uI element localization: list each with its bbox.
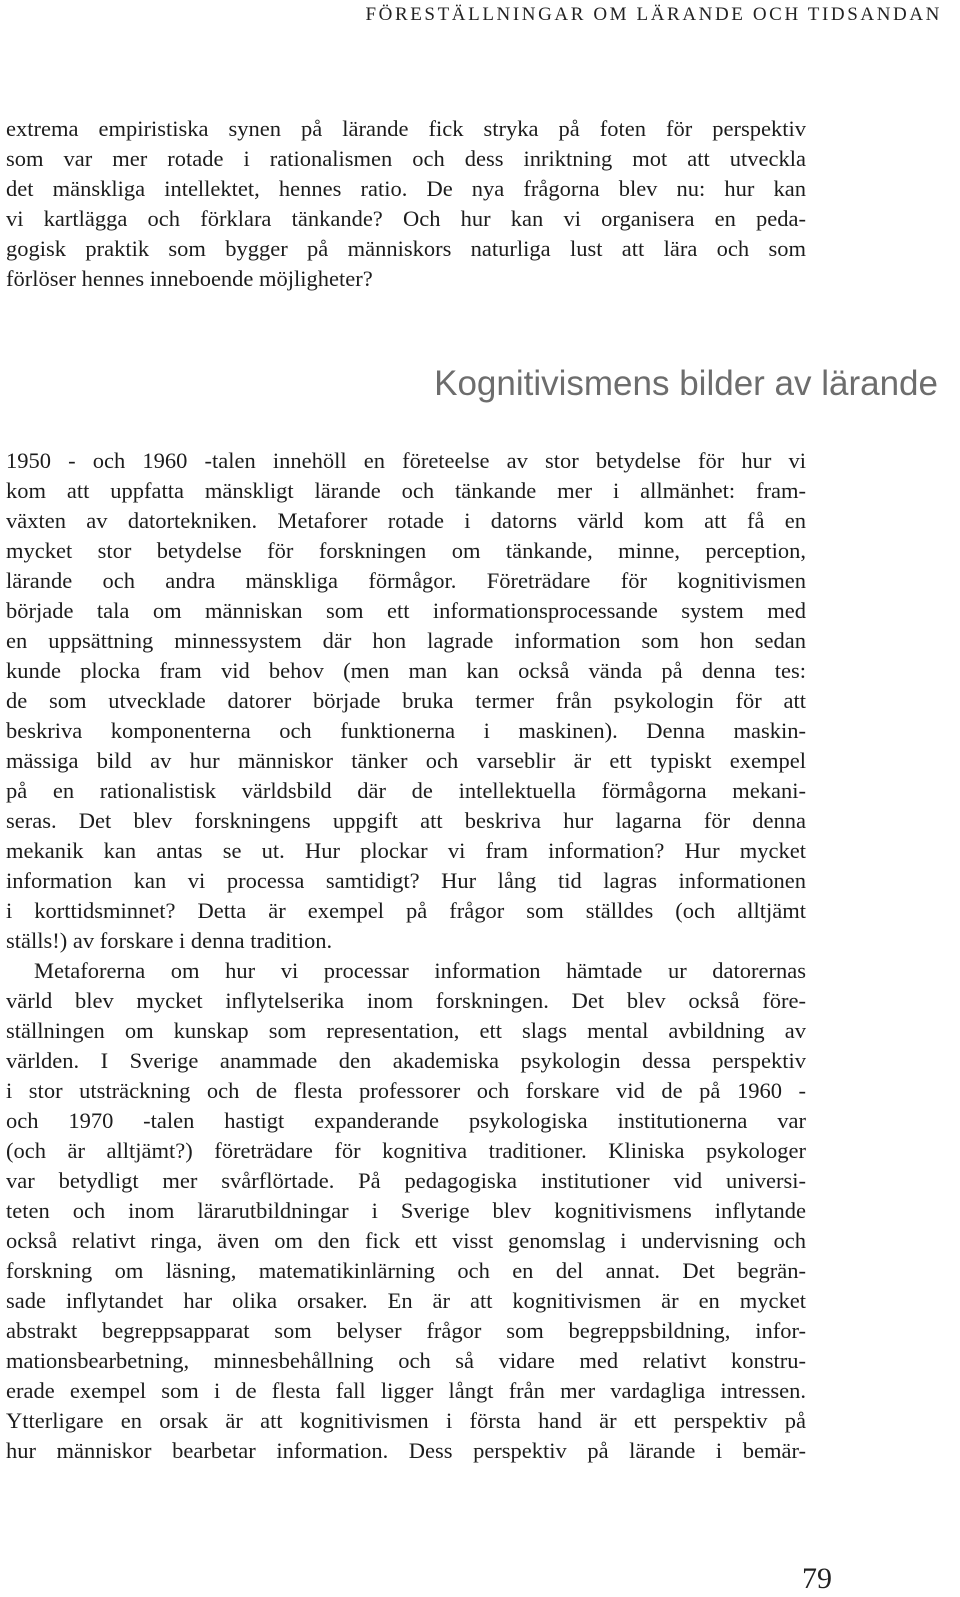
- text-line: också relativt ringa, även om den fick ett visst genomslag i undervisning och: [6, 1228, 806, 1253]
- text-line: kunde plocka fram vid behov (men man kan också vända på denna tes:: [6, 658, 806, 683]
- text-line: en uppsättning minnessystem där hon lagrade information som hon sedan: [6, 628, 806, 653]
- paragraph-2: [6, 956, 806, 1466]
- text-line: (och är alltjämt?) företrädare för kognitiva traditioner. Kliniska psykologer: [6, 1138, 806, 1163]
- text-line: i stor utsträckning och de flesta professorer och forskare vid de på 1960 -: [6, 1078, 806, 1103]
- text-line: vi kartlägga och förklara tänkande? Och hur kan vi organisera en peda-: [6, 206, 806, 231]
- text-line: som var mer rotade i rationalismen och dess inriktning mot att utveckla: [6, 146, 806, 171]
- text-line: världen. I Sverige anammade den akademiska psykologin dessa perspektiv: [6, 1048, 806, 1073]
- text-line: förlöser hennes inneboende möjligheter?: [6, 266, 373, 291]
- running-head: FÖRESTÄLLNINGAR OM LÄRANDE OCH TIDSANDAN: [365, 4, 942, 25]
- text-line: Metaforerna om hur vi processar information hämtade ur datorernas: [34, 958, 806, 983]
- section-heading: Kognitivismens bilder av lärande: [434, 364, 938, 403]
- paragraph-1: [6, 446, 806, 956]
- text-line: erade exempel som i de flesta fall ligger långt från mer vardagliga intressen.: [6, 1378, 806, 1403]
- text-line: ställs!) av forskare i denna tradition.: [6, 928, 333, 953]
- text-line: gogisk praktik som bygger på människors naturliga lust att lära och som: [6, 236, 806, 261]
- page-number: 79: [802, 1562, 832, 1595]
- text-line: växten av datortekniken. Metaforer rotade i datorns värld kom att få en: [6, 508, 806, 533]
- text-line: de som utvecklade datorer började bruka termer från psykologin för att: [6, 688, 806, 713]
- text-line: extrema empiristiska synen på lärande fick stryka på foten för perspektiv: [6, 116, 806, 141]
- text-line: sade inflytandet har olika orsaker. En är att kognitivismen är en mycket: [6, 1288, 806, 1313]
- text-line: teten och inom lärarutbildningar i Sverige blev kognitivismens inflytande: [6, 1198, 806, 1223]
- text-line: forskning om läsning, matematikinlärning och en del annat. Det begrän-: [6, 1258, 806, 1283]
- text-line: hur människor bearbetar information. Dess perspektiv på lärande i bemär-: [6, 1438, 806, 1463]
- text-line: det mänskliga intellektet, hennes ratio. De nya frågorna blev nu: hur kan: [6, 176, 806, 201]
- text-line: mekanik kan antas se ut. Hur plockar vi fram information? Hur mycket: [6, 838, 806, 863]
- text-line: på en rationalistisk världsbild där de intellektuella förmågorna mekani-: [6, 778, 806, 803]
- text-line: beskriva komponenterna och funktionerna i maskinen). Denna maskin-: [6, 718, 806, 743]
- text-line: mycket stor betydelse för forskningen om tänkande, minne, perception,: [6, 538, 806, 563]
- text-line: ställningen om kunskap som representation, ett slags mental avbildning av: [6, 1018, 806, 1043]
- text-line: mationsbearbetning, minnesbehållning och så vidare med relativt konstru-: [6, 1348, 806, 1373]
- paragraph-top: [6, 114, 806, 294]
- text-line: mässiga bild av hur människor tänker och varseblir är ett typiskt exempel: [6, 748, 806, 773]
- text-line: kom att uppfatta mänskligt lärande och tänkande mer i allmänhet: fram-: [6, 478, 806, 503]
- text-line: abstrakt begreppsapparat som belyser frågor som begreppsbildning, infor-: [6, 1318, 806, 1343]
- text-line: var betydligt mer svårflörtade. På pedagogiska institutioner vid universi-: [6, 1168, 806, 1193]
- text-line: och 1970 -talen hastigt expanderande psykologiska institutionerna var: [6, 1108, 806, 1133]
- text-line: lärande och andra mänskliga förmågor. Företrädare för kognitivismen: [6, 568, 806, 593]
- text-line: seras. Det blev forskningens uppgift att beskriva hur lagarna för denna: [6, 808, 806, 833]
- text-line: i korttidsminnet? Detta är exempel på frågor som ställdes (och alltjämt: [6, 898, 806, 923]
- text-line: Ytterligare en orsak är att kognitivismen i första hand är ett perspektiv på: [6, 1408, 806, 1433]
- text-line: började tala om människan som ett informationsprocessande system med: [6, 598, 806, 623]
- text-line: värld blev mycket inflytelserika inom forskningen. Det blev också före-: [6, 988, 806, 1013]
- text-line: information kan vi processa samtidigt? Hur lång tid lagras informationen: [6, 868, 806, 893]
- text-line: 1950 - och 1960 -talen innehöll en företeelse av stor betydelse för hur vi: [6, 448, 806, 473]
